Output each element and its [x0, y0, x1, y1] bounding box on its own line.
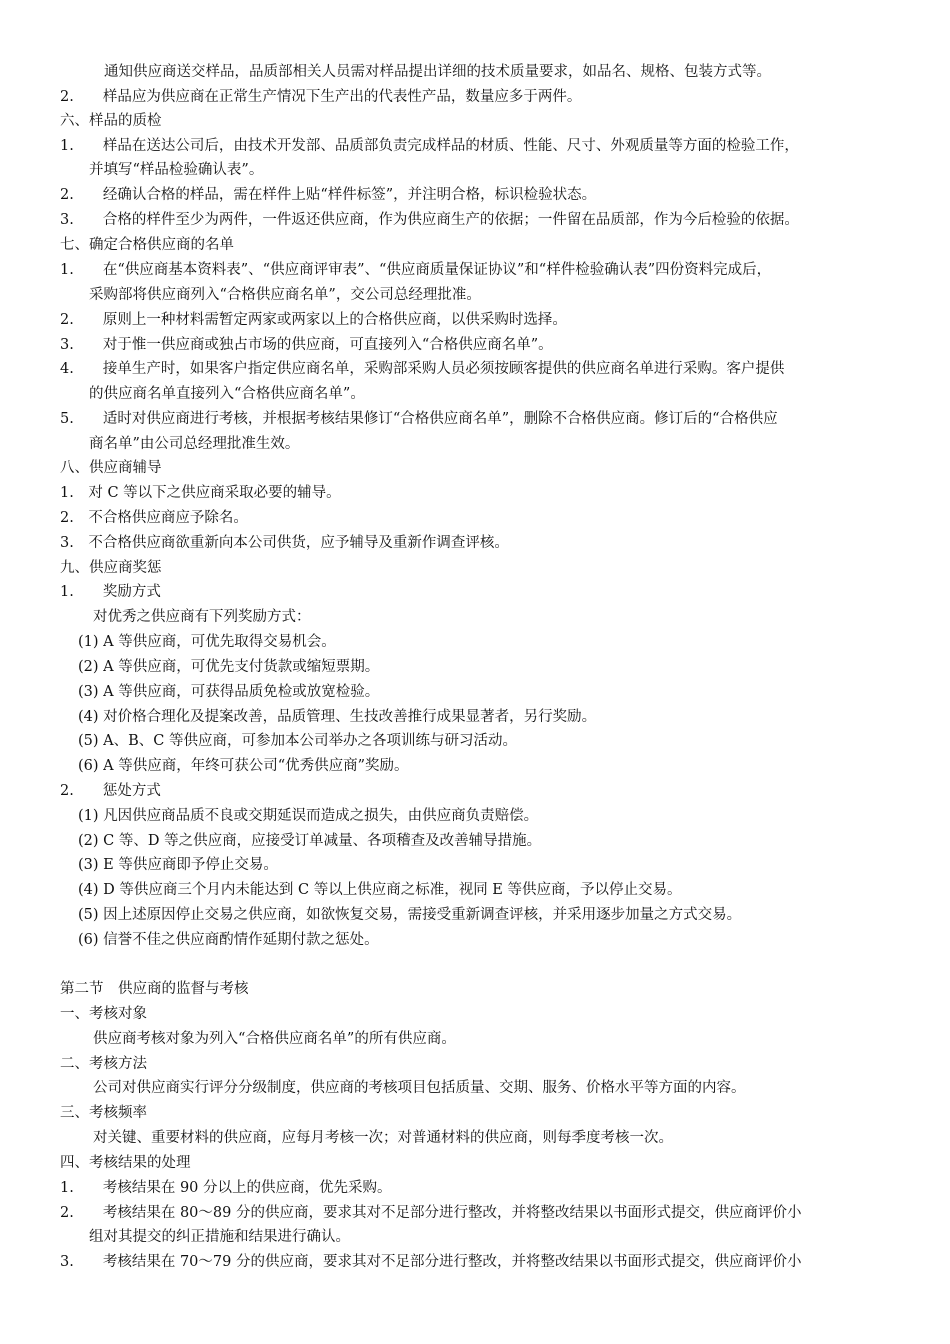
text-line: 公司对供应商实行评分分级制度，供应商的考核项目包括质量、交期、服务、价格水平等方面的内容。: [93, 1080, 746, 1096]
section-heading: 七、确定合格供应商的名单: [60, 237, 234, 253]
sub-item: (6) A 等供应商，年终可获公司“优秀供应商”奖励。: [78, 758, 409, 774]
text-line: 采购部将供应商列入“合格供应商名单”，交公司总经理批准。: [89, 287, 481, 303]
text-line: 并填写“样品检验确认表”。: [89, 162, 264, 178]
text-line: 通知供应商送交样品，品质部相关人员需对样品提出详细的技术质量要求，如品名、规格、包装方式等。: [104, 64, 771, 80]
list-item: 1. 奖励方式: [60, 584, 161, 600]
text-line: 商名单”由公司总经理批准生效。: [89, 436, 300, 452]
list-item: 2. 样品应为供应商在正常生产情况下生产出的代表性产品，数量应多于两件。: [60, 89, 582, 105]
list-item: 2. 经确认合格的样品，需在样件上贴“样件标签”，并注明合格，标识检验状态。: [60, 187, 597, 203]
section-heading: 六、样品的质检: [60, 113, 162, 129]
text-line: 对关键、重要材料的供应商，应每月考核一次；对普通材料的供应商，则每季度考核一次。: [93, 1130, 673, 1146]
list-item: 4. 接单生产时，如果客户指定供应商名单，采购部采购人员必须按顾客提供的供应商名单进行采购。客户提供: [60, 361, 785, 377]
section-heading: 一、考核对象: [60, 1006, 147, 1022]
list-item: 3. 考核结果在 70～79 分的供应商，要求其对不足部分进行整改，并将整改结果以书面形式提交，供应商评价小: [60, 1254, 802, 1270]
sub-item: (2) C 等、D 等之供应商，应接受订单减量、各项稽查及改善辅导措施。: [78, 833, 542, 849]
sub-item: (5) A、B、C 等供应商，可参加本公司举办之各项训练与研习活动。: [78, 733, 517, 749]
list-item: 3. 对于惟一供应商或独占市场的供应商，可直接列入“合格供应商名单”。: [60, 337, 553, 353]
list-item: 3. 合格的样件至少为两件，一件返还供应商，作为供应商生产的依据；一件留在品质部，作为今后检验的依据。: [60, 212, 799, 228]
sub-item: (4) D 等供应商三个月内未能达到 C 等以上供应商之标准，视同 E 等供应商，予以停止交易。: [78, 882, 682, 898]
section-heading: 三、考核频率: [60, 1105, 147, 1121]
text-line: 对优秀之供应商有下列奖励方式：: [93, 609, 311, 625]
section-heading: 四、考核结果的处理: [60, 1155, 191, 1171]
sub-item: (6) 信誉不佳之供应商酌情作延期付款之惩处。: [78, 932, 379, 948]
list-item: 2. 原则上一种材料需暂定两家或两家以上的合格供应商，以供采购时选择。: [60, 312, 567, 328]
section-heading: 八、供应商辅导: [60, 460, 162, 476]
sub-item: (2) A 等供应商，可优先支付货款或缩短票期。: [78, 659, 380, 675]
text-line: 供应商考核对象为列入“合格供应商名单”的所有供应商。: [93, 1031, 456, 1047]
list-item: 2. 惩处方式: [60, 783, 161, 799]
list-item: 2. 不合格供应商应予除名。: [60, 510, 248, 526]
list-item: 2. 考核结果在 80～89 分的供应商，要求其对不足部分进行整改，并将整改结果以书面形式提交，供应商评价小: [60, 1205, 802, 1221]
list-item: 1. 样品在送达公司后，由技术开发部、品质部负责完成样品的材质、性能、尺寸、外观质量等方面的检验工作，: [60, 138, 799, 154]
sub-item: (3) A 等供应商，可获得品质免检或放宽检验。: [78, 684, 380, 700]
section-heading: 九、供应商奖惩: [60, 560, 162, 576]
sub-item: (5) 因上述原因停止交易之供应商，如欲恢复交易，需接受重新调查评核，并采用逐步加量之方式交易。: [78, 907, 742, 923]
sub-item: (1) 凡因供应商品质不良或交期延误而造成之损失，由供应商负责赔偿。: [78, 808, 539, 824]
list-item: 1. 考核结果在 90 分以上的供应商，优先采购。: [60, 1180, 392, 1196]
sub-item: (1) A 等供应商，可优先取得交易机会。: [78, 634, 336, 650]
chapter-heading: 第二节 供应商的监督与考核: [60, 981, 249, 997]
list-item: 3. 不合格供应商欲重新向本公司供货，应予辅导及重新作调查评核。: [60, 535, 509, 551]
text-line: 的供应商名单直接列入“合格供应商名单”。: [89, 386, 365, 402]
sub-item: (3) E 等供应商即予停止交易。: [78, 857, 278, 873]
sub-item: (4) 对价格合理化及提案改善，品质管理、生技改善推行成果显著者，另行奖励。: [78, 709, 597, 725]
text-line: 组对其提交的纠正措施和结果进行确认。: [89, 1229, 350, 1245]
list-item: 1. 在“供应商基本资料表”、“供应商评审表”、“供应商质量保证协议”和“样件检验确认表”四份资料完成后，: [60, 262, 772, 278]
list-item: 1. 对 C 等以下之供应商采取必要的辅导。: [60, 485, 341, 501]
list-item: 5. 适时对供应商进行考核，并根据考核结果修订“合格供应商名单”，删除不合格供应商。修订后的“合格供应: [60, 411, 778, 427]
section-heading: 二、考核方法: [60, 1056, 147, 1072]
